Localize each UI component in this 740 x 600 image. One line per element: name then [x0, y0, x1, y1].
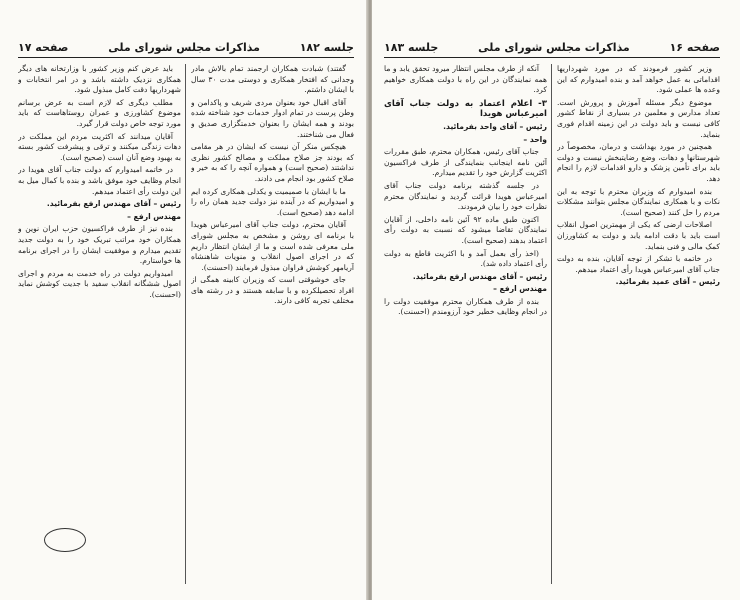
paragraph: هیچکس منکر آن نیست که ایشان در هر مقامی که بودند جز صلاح مملکت و مصالح کشور نظری نداشتند (صحیح است) و همواره آنچه را که به خیر و صلاح کشور بود انجام می دادند. [191, 142, 354, 183]
left-page-left-column [18, 64, 181, 584]
paragraph: بنده از طرف همکاران محترم موفقیت دولت را در انجام وظایف خطیر خود آرزومندم (احسنت). [384, 296, 547, 317]
paragraph: بنده نیز از طرف فراکسیون حزب ایران نوین و همکاران خود مراتب تبریک خود را به دولت جدید تقدیم میدارم و موفقیت ایشان را در اجرای برنامه ها خواستارم. [18, 224, 181, 266]
right-column-divider [551, 64, 552, 584]
paragraph: باید عرض کنم وزیر کشور با وزارتخانه های دیگر همکاری نزدیک داشته باشد و در امر انتخابات و شهرداریها دقت کامل مبذول شود. [18, 64, 181, 95]
paragraph: ما با ایشان با صمیمیت و یکدلی همکاری کرده ایم و امیدواریم که در آینده نیز دولت جدید همان راه را ادامه دهد (صحیح است). [191, 186, 354, 217]
paragraph: در جلسه گذشته برنامه دولت جناب آقای امیرعباس هویدا قرائت گردید و نمایندگان محترم نظرات خود را بیان فرمودند. [384, 180, 547, 212]
left-session-label: جلسه ۱۸۲ [299, 40, 354, 54]
left-running-title: مذاکرات مجلس شورای ملی [108, 40, 260, 54]
ink-stamp-mark [44, 528, 86, 552]
paragraph: آقای اقبال خود بعنوان مردی شریف و پاکدامن و وطن پرست در تمام ادوار خدمات خود شناخته شده بودند و همه ایشان را بعنوان خدمتگزاری صدیق و فعال می شناختند. [191, 97, 354, 139]
paragraph: آقایان محترم، دولت جناب آقای امیرعباس هویدا با برنامه ای روشن و مشخص به مجلس شورای ملی معرفی شده است و ما از ایشان انتظار داریم که در اجرای اصول انقلاب و منویات شاهنشاه آریامهر کوشش فراوان مبذول فرمایند (احسنت). [191, 220, 354, 272]
paragraph: (اخذ رأی بعمل آمد و با اکثریت قاطع به دولت رأی اعتماد داده شد). [384, 248, 547, 269]
section-heading: ۳- اعلام اعتماد به دولت جناب آقای امیرعباس هویدا [384, 98, 547, 120]
speaker-line: مهندس ارفع – [127, 211, 181, 221]
paragraph: اکنون طبق ماده ۹۲ آئین نامه داخلی، از آقایان نمایندگان تقاضا میشود که نسبت به دولت رأی اعتماد بدهند (صحیح است). [384, 214, 547, 245]
paragraph: جناب آقای رئیس، همکاران محترم، طبق مقررات آئین نامه اینجانب بنمایندگی از طرف فراکسیون اکثریت گزارش خود را تقدیم میدارم. [384, 147, 547, 178]
paragraph: گفتند) شبادت همکاران ارجمند تمام بالاش مادر وجدانی که افتخار همکاری و دوستی مدت ۳۰ سال با ایشان داشتم. [191, 64, 354, 95]
right-header-rule [384, 57, 720, 58]
speaker-line: مهندس ارفع – [493, 284, 547, 294]
left-header-rule [18, 57, 354, 58]
speaker-line: رئیس – آقای مهندس ارفع بفرمائید. [46, 199, 181, 209]
right-page-header [384, 38, 720, 56]
left-page [0, 0, 368, 600]
speaker-line: واحد – [523, 134, 547, 144]
speaker-line: رئیس – آقای واحد بفرمائید. [443, 121, 547, 131]
left-column-divider [185, 64, 186, 584]
paragraph: آقایان میدانند که اکثریت مردم این مملکت در دهات زندگی میکنند و ترقی و پیشرفت کشور بسته به بهبود وضع آنان است (صحیح است). [18, 131, 181, 162]
paragraph: در خاتمه امیدوارم که دولت جناب آقای هویدا در انجام وظایف خود موفق باشد و بنده با کمال میل به این دولت رأی اعتماد میدهم. [18, 165, 181, 196]
paragraph: وزیر کشور فرمودند که در مورد شهرداریها اقداماتی به عمل خواهد آمد و بنده امیدوارم که این وعده ها عملی شود. [557, 64, 720, 95]
paragraph: همچنین در مورد بهداشت و درمان، مخصوصاً در شهرستانها و دهات، وضع رضایتبخش نیست و دولت باید برای تأمین پزشک و دارو اقدامات لازم را انجام دهد. [557, 142, 720, 183]
paragraph: اصلاحات ارضی که یکی از مهمترین اصول انقلاب است باید با دقت ادامه یابد و دولت به کشاورزان کمک مالی و فنی بنماید. [557, 220, 720, 251]
paragraph: موضوع دیگر مسئله آموزش و پرورش است. تعداد مدارس و معلمین در بسیاری از نقاط کشور کافی نیست و باید دولت در این زمینه اقدام فوری بنماید. [557, 97, 720, 139]
left-page-header [18, 38, 354, 56]
right-session-label: جلسه ۱۸۳ [384, 40, 439, 54]
paragraph: مطلب دیگری که لازم است به عرض برسانم موضوع کشاورزی و عمران روستاهاست که باید مورد توجه خاص دولت قرار گیرد. [18, 97, 181, 128]
paragraph: در خاتمه با تشکر از توجه آقایان، بنده به دولت جناب آقای امیرعباس هویدا رأی اعتماد میدهم. [557, 254, 720, 274]
right-columns [384, 64, 720, 584]
speaker-line: رئیس – آقای مهندس ارفع بفرمائید. [412, 271, 547, 281]
right-page [372, 0, 740, 600]
right-page-number: صفحه ۱۶ [669, 40, 720, 54]
left-page-number: صفحه ۱۷ [18, 40, 69, 54]
paragraph: امیدواریم دولت در راه خدمت به مردم و اجرای اصول ششگانه انقلاب سفید با جدیت کوشش نماید (احسنت). [18, 268, 181, 299]
paragraph: آنکه از طرف مجلس انتظار میرود تحقق یابد و ما همه نمایندگان در این راه با دولت همکاری خواهیم کرد. [384, 64, 547, 95]
left-page-right-column [191, 64, 354, 584]
right-running-title: مذاکرات مجلس شورای ملی [478, 40, 630, 54]
right-page-right-column [557, 64, 720, 584]
left-columns [18, 64, 354, 584]
right-page-left-column [384, 64, 547, 584]
speaker-line: رئیس – آقای عمید بفرمائید. [615, 277, 720, 287]
paragraph: بنده امیدوارم که وزیران محترم با توجه به این نکات و با همکاری نمایندگان مجلس بتوانند مشکلات مردم را حل کنند (صحیح است). [557, 186, 720, 217]
paragraph: جای خوشوقتی است که وزیران کابینه همگی از افراد تحصیلکرده و با سابقه هستند و در رشته های مختلف تجربه کافی دارند. [191, 275, 354, 306]
